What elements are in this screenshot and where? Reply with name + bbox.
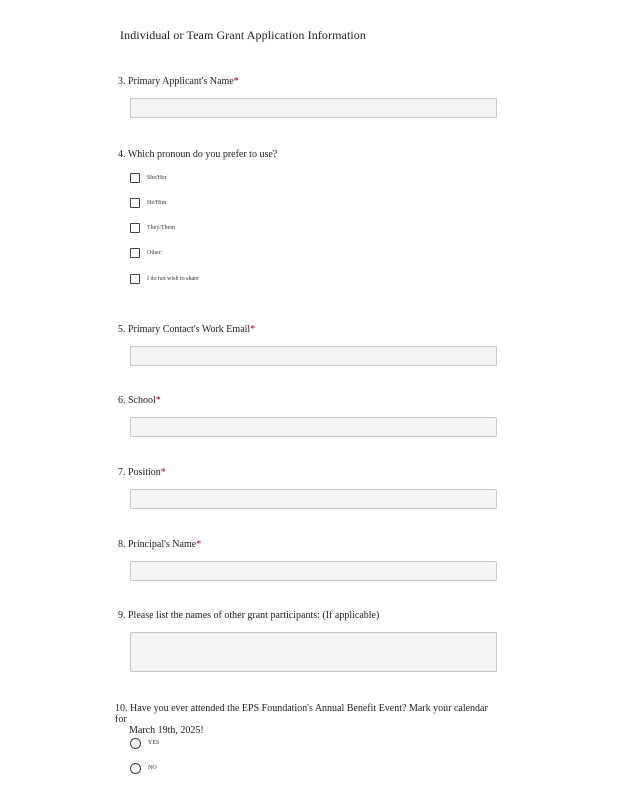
question-work-email xyxy=(118,324,255,335)
question-label: Which pronoun do you prefer to use? xyxy=(127,149,278,160)
pronoun-option-they-them[interactable] xyxy=(130,222,175,234)
principal-name-input[interactable] xyxy=(130,561,497,581)
question-number: 6. xyxy=(118,395,126,406)
other-participants-textarea[interactable] xyxy=(130,632,497,672)
question-number: 10. xyxy=(115,703,128,714)
option-label: NO xyxy=(148,765,157,771)
question-number: 3. xyxy=(118,76,126,87)
school-input[interactable] xyxy=(130,417,497,437)
checkbox[interactable] xyxy=(130,248,140,258)
checkbox[interactable] xyxy=(130,274,140,284)
work-email-input[interactable] xyxy=(130,346,497,366)
checkbox[interactable] xyxy=(130,223,140,233)
question-label: Position xyxy=(128,467,161,478)
question-label: Principal's Name xyxy=(128,539,197,550)
option-label: I do not wish to share xyxy=(147,276,199,282)
question-number: 9. xyxy=(118,610,126,621)
option-label: Other: xyxy=(147,250,163,256)
radio-button[interactable] xyxy=(130,738,141,749)
question-position xyxy=(118,467,166,478)
pronoun-option-no-share[interactable] xyxy=(130,273,199,285)
question-other-participants xyxy=(118,610,379,621)
question-principal-name xyxy=(118,539,201,550)
section-title: Individual or Team Grant Application Information xyxy=(120,28,367,42)
position-input[interactable] xyxy=(130,489,497,509)
question-number: 7. xyxy=(118,467,126,478)
radio-button[interactable] xyxy=(130,763,141,774)
pronoun-option-he-him[interactable] xyxy=(130,197,166,209)
question-number: 4. xyxy=(118,149,126,160)
pronoun-option-other[interactable] xyxy=(130,247,162,259)
question-number: 5. xyxy=(118,324,126,335)
question-primary-applicant-name xyxy=(118,76,239,87)
checkbox[interactable] xyxy=(130,198,140,208)
benefit-option-yes[interactable] xyxy=(130,737,159,749)
required-marker: * xyxy=(196,539,202,550)
checkbox[interactable] xyxy=(130,173,140,183)
question-label: School xyxy=(128,395,156,406)
required-marker: * xyxy=(160,467,166,478)
benefit-option-no[interactable] xyxy=(130,762,157,774)
question-benefit-event xyxy=(115,703,495,736)
question-label: Primary Contact's Work Email xyxy=(128,324,251,335)
question-label: Please list the names of other grant participants: (If applicable) xyxy=(128,610,380,621)
question-pronoun xyxy=(118,149,277,160)
question-label-line1: Have you ever attended the EPS Foundation's Annual Benefit Event? Mark your calendar for xyxy=(115,703,488,725)
question-label: Primary Applicant's Name xyxy=(128,76,234,87)
option-label: They/Them xyxy=(147,225,175,231)
pronoun-option-she-her[interactable] xyxy=(130,172,167,184)
required-marker: * xyxy=(250,324,256,335)
question-number: 8. xyxy=(118,539,126,550)
option-label: YES xyxy=(148,740,160,746)
question-school xyxy=(118,395,161,406)
primary-applicant-name-input[interactable] xyxy=(130,98,497,118)
required-marker: * xyxy=(233,76,239,87)
option-label: He/Him xyxy=(147,200,167,206)
required-marker: * xyxy=(155,395,161,406)
option-label: She/Her xyxy=(147,175,167,181)
question-label-line2: March 19th, 2025! xyxy=(129,725,204,736)
